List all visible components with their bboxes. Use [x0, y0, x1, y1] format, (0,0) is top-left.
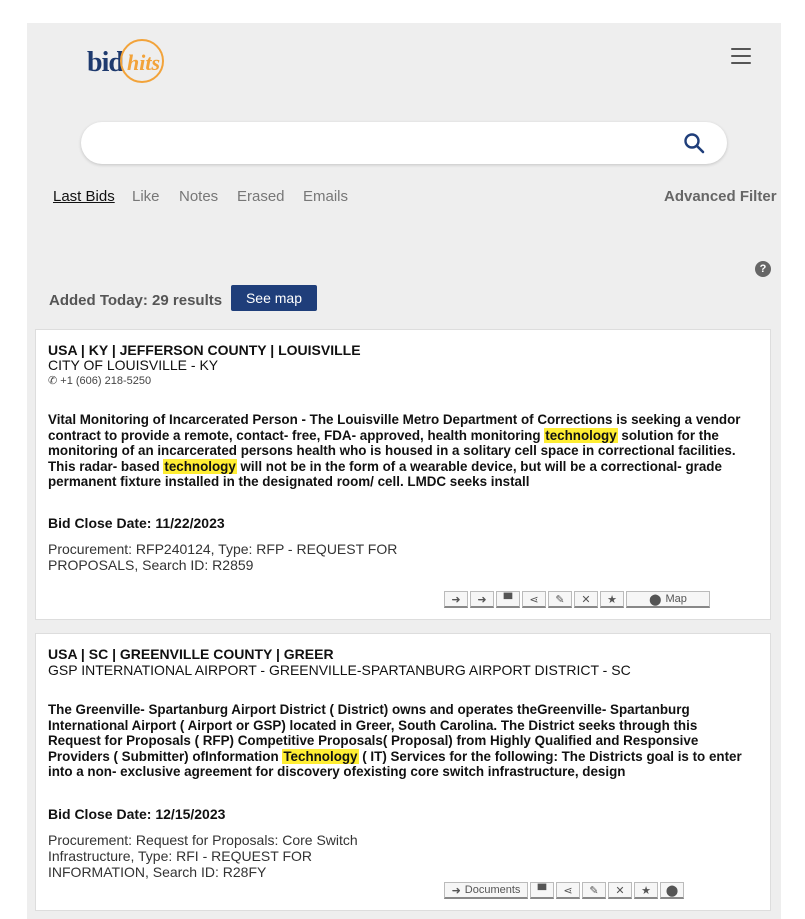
bid-card [35, 633, 771, 911]
close-button[interactable] [608, 882, 632, 899]
tab-notes[interactable]: Notes [179, 188, 219, 205]
search-bar [81, 122, 727, 164]
bid-location: USA | SC | GREENVILLE COUNTY | GREER [48, 646, 334, 662]
comment-button[interactable] [530, 882, 554, 899]
search-icon[interactable] [683, 132, 705, 154]
keyword-highlight: technology [164, 458, 236, 474]
bid-close-date: Bid Close Date: 12/15/2023 [48, 806, 226, 822]
map-pin-button[interactable] [660, 882, 684, 899]
help-icon[interactable]: ? [755, 261, 771, 277]
bid-phone[interactable]: ✆ +1 (606) 218-5250 [48, 375, 152, 387]
pencil-button[interactable] [548, 591, 572, 608]
bid-procurement: Procurement: Request for Proposals: Core Switch Infrastructure, Type: RFI - REQUEST FOR INFORMATION, Search ID: R28FY [48, 832, 358, 880]
bid-description: Vital Monitoring of Incarcerated Person - The Louisville Metro Department of Corrections is seeking a vendor contract to provide a remote, contact- free, FDA- approved, health monitoring technology solution for the monitoring of an incarcerated persons health who is housed in a solitary cell space in correctional facilities. This radar- based technology will not be in the form of a wearable device, but will be a correctional- grade permanent fixture installed in the designated room/ cell. LMDC seeks install [48, 412, 741, 490]
star-icon: ★ [641, 883, 651, 897]
bid-close-date: Bid Close Date: 11/22/2023 [48, 515, 225, 531]
tab-emails[interactable]: Emails [303, 188, 349, 205]
star-button[interactable] [600, 591, 624, 608]
tab-erased[interactable]: Erased [237, 188, 285, 205]
arrow-right-icon: ➜ [451, 592, 461, 606]
bid-actions [444, 591, 712, 608]
close-icon: ✕ [581, 592, 591, 606]
documents-button[interactable] [444, 882, 528, 899]
arrow-right-icon: ➜ [477, 592, 487, 606]
arrow-right-button[interactable] [444, 591, 468, 608]
map-button[interactable] [626, 591, 710, 608]
action-label: Documents [464, 884, 521, 896]
search-input[interactable] [101, 130, 675, 158]
share-icon: ⋖ [563, 883, 573, 897]
results-count: Added Today: 29 results [49, 292, 223, 309]
comment-icon: ▀ [503, 592, 513, 606]
keyword-highlight: Technology [283, 748, 358, 764]
tab-like[interactable]: Like [132, 188, 160, 205]
map-pin-icon: ⬤ [649, 592, 662, 606]
bid-card [35, 329, 771, 620]
bid-procurement: Procurement: RFP240124, Type: RFP - REQUEST FOR PROPOSALS, Search ID: R2859 [48, 541, 398, 573]
bid-description: The Greenville- Spartanburg Airport District ( District) owns and operates theGreenville- Spartanburg International Airport ( Airport or GSP) located in Greer, South Carolina. The District seeks through this Request for Proposals ( RFP) Competitive Proposals( Proposal) from Highly Qualified and Responsive Providers ( Submitter) ofInformation Technology ( IT) Services for the following: The Districts goal is to enter into a non- exclusive agreement for discovery ofexisting core switch infrastructure, design [48, 702, 742, 780]
map-pin-icon: ⬤ [665, 883, 679, 897]
page-frame [27, 23, 781, 919]
pencil-icon: ✎ [555, 592, 565, 606]
bid-actions [444, 882, 686, 899]
share-button[interactable] [522, 591, 546, 608]
logo-hits-text: hits [127, 50, 161, 75]
bid-location: USA | KY | JEFFERSON COUNTY | LOUISVILLE [48, 342, 361, 358]
comment-icon: ▀ [537, 883, 547, 897]
logo-bid-text: bid [87, 47, 123, 78]
see-map-button[interactable]: See map [231, 285, 317, 311]
hamburger-menu-icon[interactable] [731, 48, 751, 64]
action-label: Map [665, 593, 687, 605]
star-icon: ★ [607, 592, 617, 606]
share-button[interactable] [556, 882, 580, 899]
arrow-right-button[interactable] [470, 591, 494, 608]
close-button[interactable] [574, 591, 598, 608]
bidhits-logo[interactable] [87, 39, 177, 87]
pencil-icon: ✎ [589, 883, 599, 897]
pencil-button[interactable] [582, 882, 606, 899]
tab-last-bids[interactable]: Last Bids [53, 188, 115, 205]
keyword-highlight: technology [545, 427, 617, 443]
advanced-filter-link[interactable]: Advanced Filter [664, 188, 777, 205]
share-icon: ⋖ [529, 592, 539, 606]
close-icon: ✕ [615, 883, 625, 897]
arrow-right-icon: ➜ [451, 883, 461, 897]
star-button[interactable] [634, 882, 658, 899]
bid-agency: CITY OF LOUISVILLE - KY [48, 357, 219, 373]
bid-agency: GSP INTERNATIONAL AIRPORT - GREENVILLE-SPARTANBURG AIRPORT DISTRICT - SC [48, 662, 631, 678]
comment-button[interactable] [496, 591, 520, 608]
